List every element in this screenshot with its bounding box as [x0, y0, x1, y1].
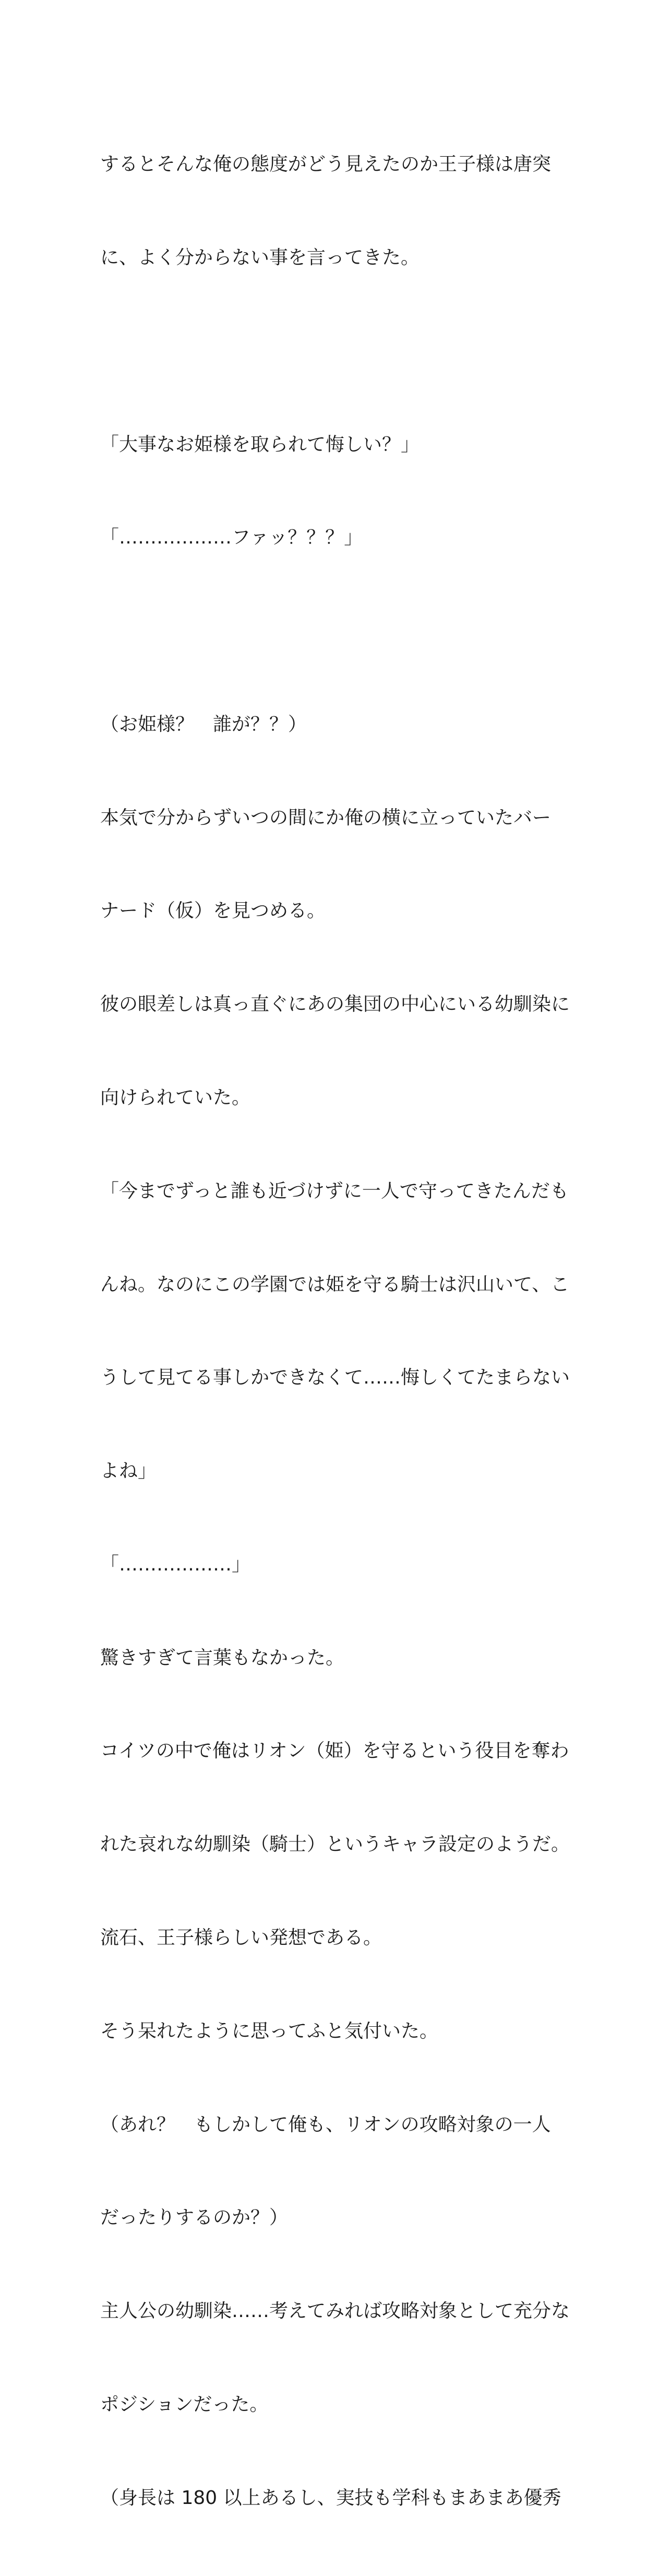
text-line: よね」 [100, 1460, 157, 1482]
text-line: うして見てる事しかできなくて……悔しくてたまらない [100, 1367, 570, 1389]
text-line: （お姫様？ 誰が？？） [100, 713, 307, 735]
body-text [100, 87, 570, 2576]
text-line: 流石、王子様らしい発想である。 [100, 1927, 382, 1949]
text-line: （身長は 180 以上あるし、実技も学科もまあまあ優秀 [100, 2487, 561, 2509]
text-line: ポジションだった。 [100, 2393, 269, 2415]
text-line: 向けられていた。 [100, 1087, 251, 1108]
text-line: 「………………ファッ？？？」 [100, 527, 363, 549]
text-line: んね。なのにこの学園では姫を守る騎士は沢山いて、こ [100, 1273, 570, 1295]
text-line: 彼の眼差しは真っ直ぐにあの集団の中心にいる幼馴染に [100, 994, 570, 1015]
text-line: 「大事なお姫様を取られて悔しい？」 [100, 433, 420, 455]
text-line: （あれ？ もしかして俺も、リオンの攻略対象の一人 [100, 2113, 551, 2135]
text-line: ナード（仮）を見つめる。 [100, 900, 326, 922]
text-line: 主人公の幼馴染……考えてみれば攻略対象として充分な [100, 2300, 570, 2322]
text-line: 本気で分からずいつの間にか俺の横に立っていたバー [100, 807, 552, 829]
text-line: れた哀れな幼馴染（騎士）というキャラ設定のようだ。 [100, 1834, 570, 1856]
text-line: 「………………」 [100, 1553, 251, 1575]
text-line: に、よく分からない事を言ってきた。 [100, 246, 420, 268]
text-line: コイツの中で俺はリオン（姫）を守るという役目を奪わ [100, 1740, 569, 1762]
blank-line [100, 616, 559, 647]
text-line: 「今までずっと誰も近づけずに一人で守ってきたんだも [100, 1180, 569, 1202]
text-line: そう呆れたように思ってふと気付いた。 [100, 2020, 439, 2042]
blank-line [100, 336, 559, 367]
text-line: 驚きすぎて言葉もなかった。 [100, 1647, 345, 1669]
text-line: だったりするのか？） [100, 2207, 289, 2229]
text-line: するとそんな俺の態度がどう見えたのか王子様は唐突 [100, 153, 552, 175]
